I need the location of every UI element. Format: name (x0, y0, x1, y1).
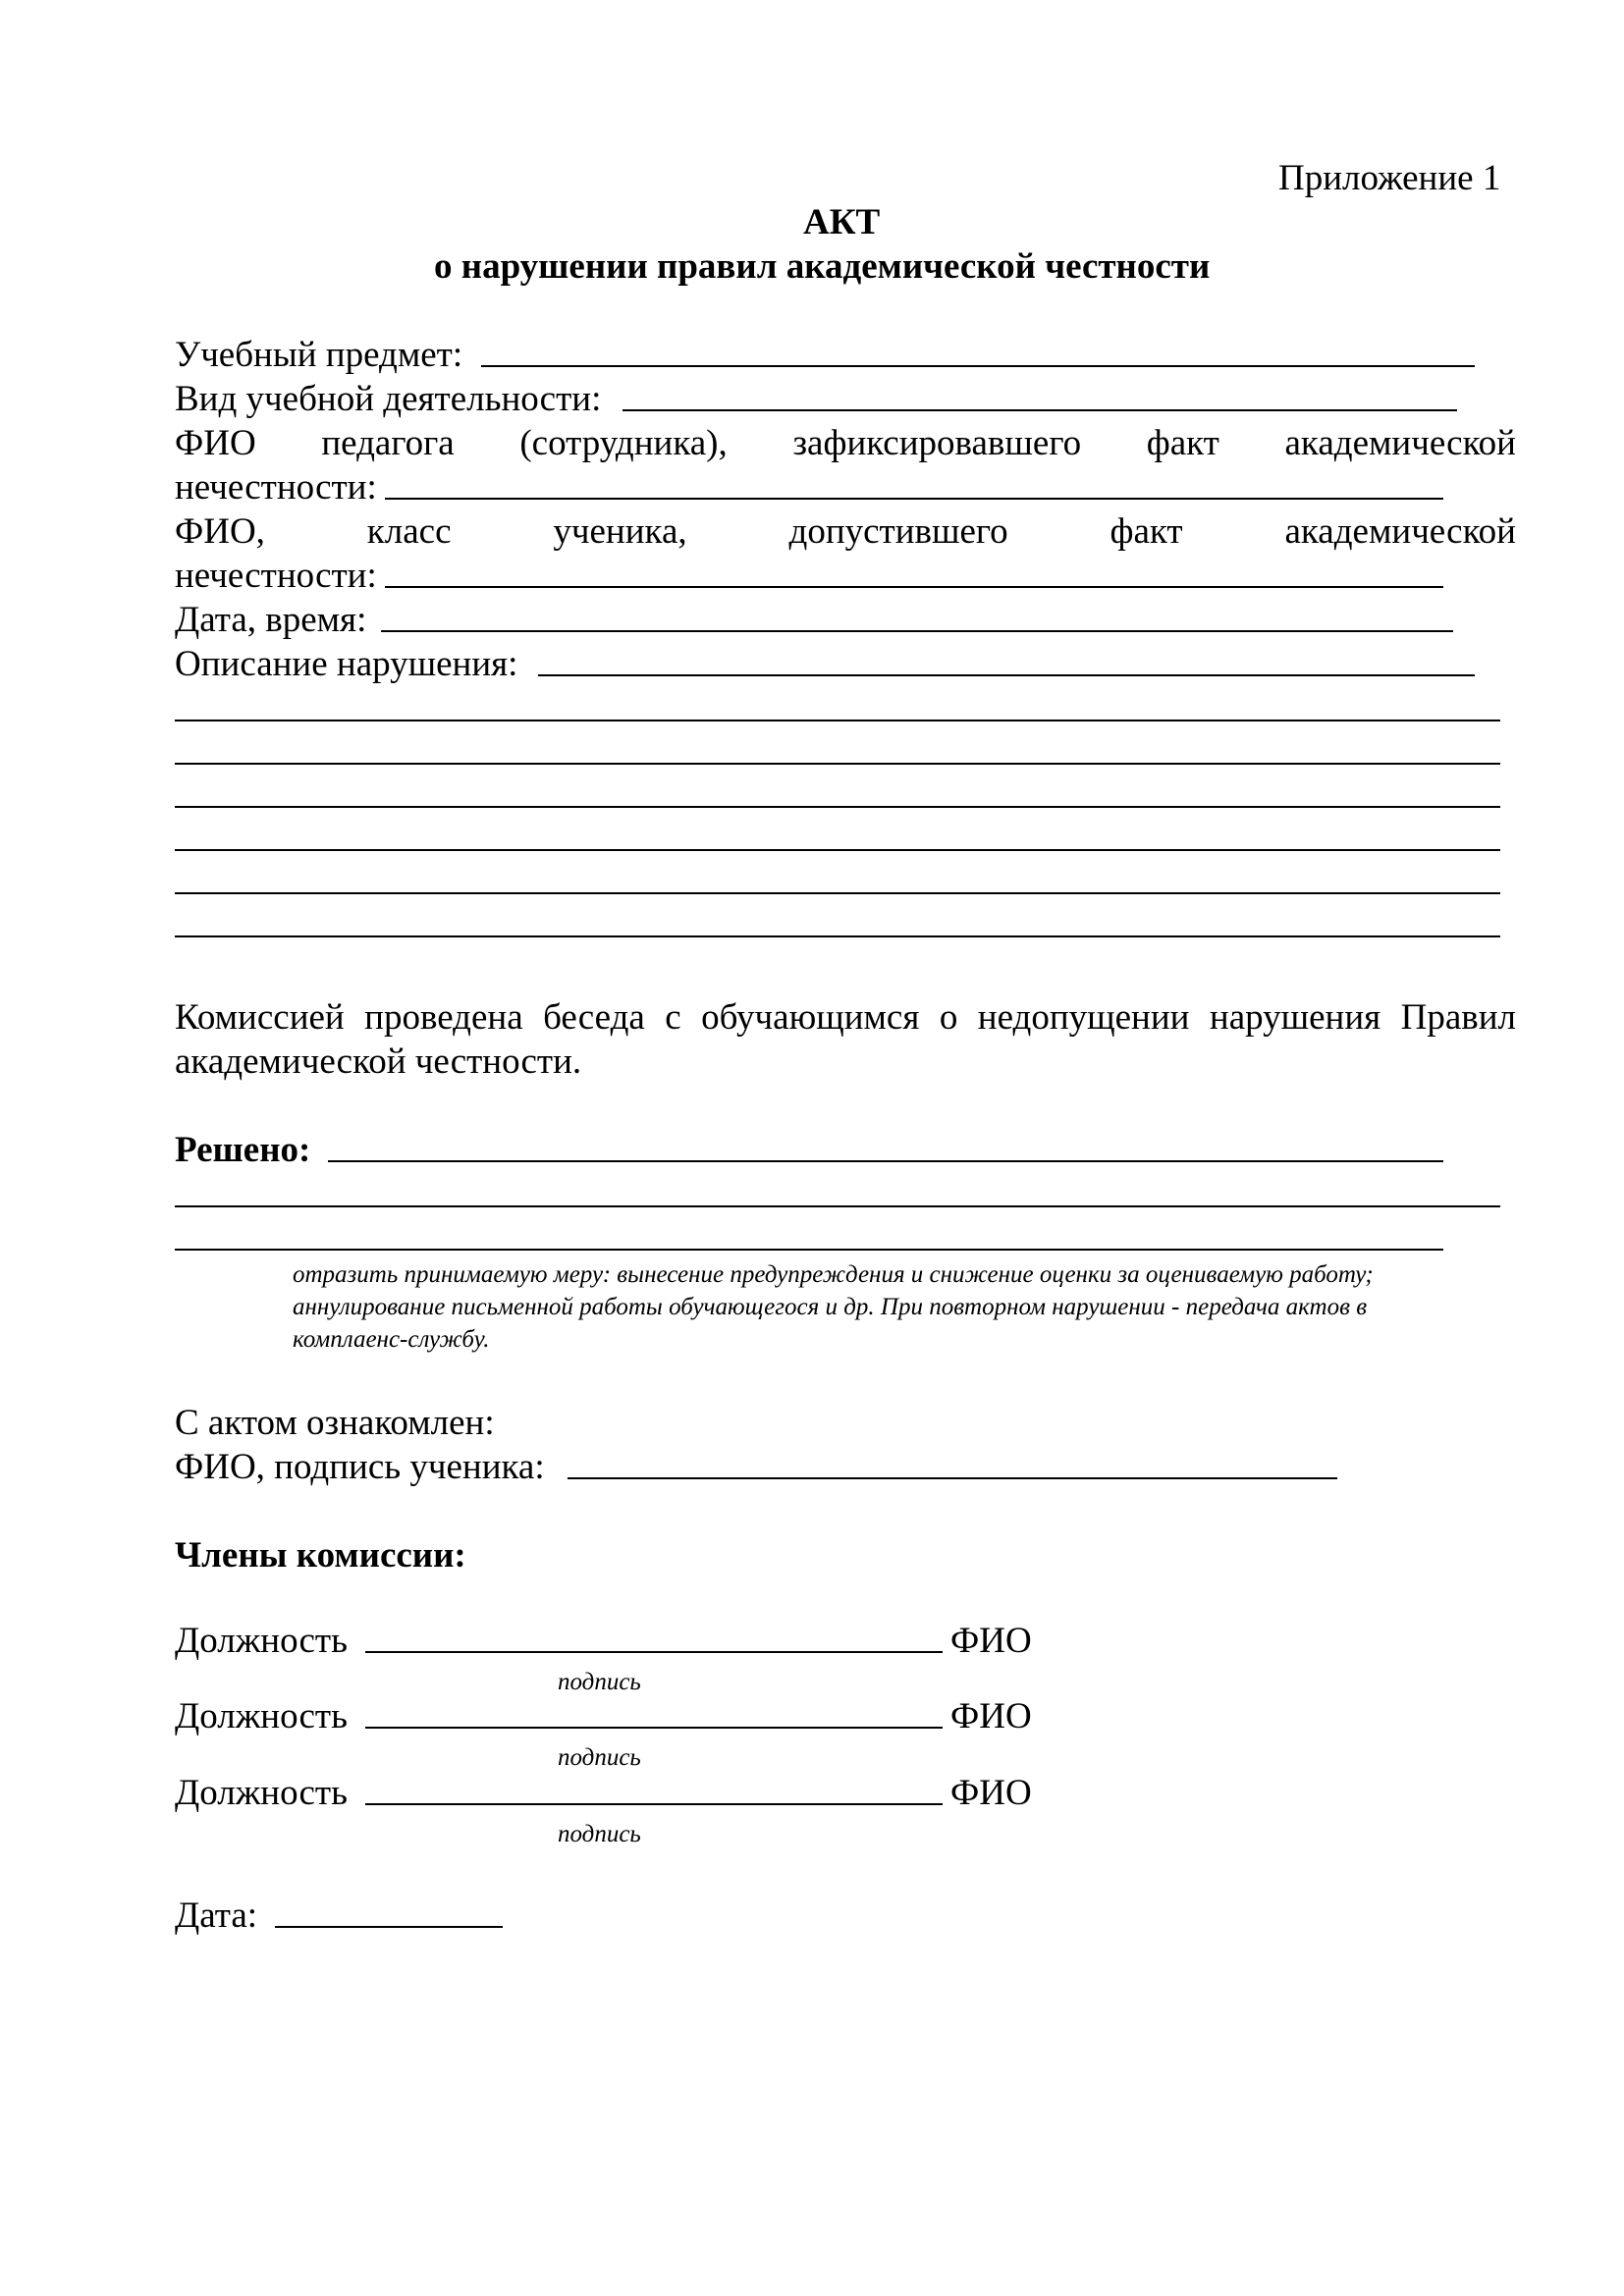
member-signature-caption: подпись (558, 1669, 641, 1695)
student-word: академической (1284, 511, 1516, 552)
teacher-word: зафиксировавшего (792, 423, 1082, 463)
decision-line[interactable] (175, 1205, 1500, 1207)
student-label-line (175, 510, 1516, 554)
student-word: факт (1110, 511, 1183, 552)
description-line[interactable] (175, 763, 1500, 765)
date-label: Дата: (175, 1896, 258, 1936)
teacher-field[interactable] (385, 498, 1443, 500)
description-label: Описание нарушения: (175, 644, 518, 684)
description-line[interactable] (175, 935, 1500, 937)
description-line[interactable] (175, 849, 1500, 851)
decision-note-3: комплаенс-службу. (293, 1326, 490, 1353)
activity-type-field[interactable] (623, 409, 1457, 411)
student-field[interactable] (385, 586, 1443, 588)
appendix-label: Приложение 1 (1278, 158, 1501, 198)
conversation-line-1: Комиссией проведена беседа с обучающимся о недопущении нарушения Правил (175, 997, 1516, 1038)
conversation-line-2: академической честности. (175, 1041, 582, 1082)
student-word: класс (366, 511, 452, 552)
member-signature-field[interactable] (365, 1803, 943, 1805)
datetime-label: Дата, время: (175, 600, 367, 640)
decision-note-1: отразить принимаемую меру: вынесение предупреждения и снижение оценки за оцениваемую работу; (293, 1261, 1374, 1288)
member-signature-field[interactable] (365, 1651, 943, 1653)
description-line[interactable] (175, 892, 1500, 894)
description-line[interactable] (175, 806, 1500, 808)
member-signature-caption: подпись (558, 1744, 641, 1771)
student-word: допустившего (788, 511, 1008, 552)
date-field[interactable] (275, 1926, 503, 1928)
member-position: Должность (175, 1773, 348, 1813)
student-signature-field[interactable] (568, 1477, 1337, 1479)
teacher-word: педагога (321, 423, 455, 463)
member-name: ФИО (950, 1773, 1032, 1813)
datetime-field[interactable] (381, 630, 1453, 632)
student-signature-label: ФИО, подпись ученика: (175, 1447, 545, 1487)
decision-field[interactable] (328, 1160, 1443, 1162)
decision-label: Решено: (175, 1130, 311, 1170)
subject-field[interactable] (481, 365, 1475, 367)
document-subtitle: о нарушении правил академической честности (434, 246, 1211, 287)
member-signature-caption: подпись (558, 1821, 641, 1847)
decision-note-2: аннулирование письменной работы обучающегося и др. При повторном нарушении - передача актов в (293, 1294, 1368, 1320)
member-signature-field[interactable] (365, 1727, 943, 1729)
teacher-label-line (175, 422, 1516, 465)
decision-line[interactable] (175, 1249, 1443, 1251)
student-word: ученика, (553, 511, 687, 552)
acknowledgement-label: С актом ознакомлен: (175, 1403, 495, 1443)
teacher-word: академической (1284, 423, 1516, 463)
subject-label: Учебный предмет: (175, 335, 463, 375)
member-name: ФИО (950, 1621, 1032, 1661)
teacher-label-cont: нечестности: (175, 467, 377, 507)
description-field[interactable] (538, 674, 1475, 676)
student-word: ФИО, (175, 511, 265, 552)
commission-title: Члены комиссии: (175, 1535, 466, 1575)
student-label-cont: нечестности: (175, 556, 377, 596)
member-position: Должность (175, 1696, 348, 1736)
description-line[interactable] (175, 720, 1500, 721)
member-name: ФИО (950, 1696, 1032, 1736)
teacher-word: (сотрудника), (519, 423, 728, 463)
document-title: АКТ (803, 202, 881, 242)
teacher-word: ФИО (175, 423, 256, 463)
teacher-word: факт (1146, 423, 1219, 463)
member-position: Должность (175, 1621, 348, 1661)
activity-type-label: Вид учебной деятельности: (175, 379, 602, 419)
